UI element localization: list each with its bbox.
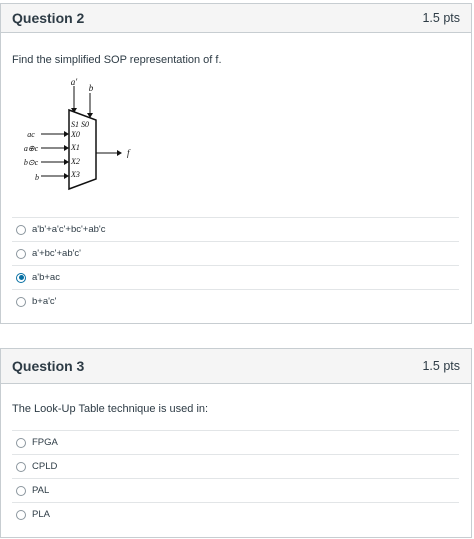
radio-checked-icon[interactable] (16, 273, 26, 283)
question-3-header (1, 349, 471, 384)
radio-unchecked-icon[interactable] (16, 462, 26, 472)
select-label-a: a' (70, 77, 78, 87)
input-label-1: a⊕c (23, 144, 39, 153)
answer-option[interactable] (12, 454, 459, 478)
answer-option[interactable] (12, 478, 459, 502)
output-label: f (127, 148, 130, 158)
question-3-title: Question 3 (12, 358, 85, 374)
output-arrow (117, 150, 122, 156)
radio-unchecked-icon[interactable] (16, 510, 26, 520)
answer-label: CPLD (32, 461, 58, 472)
radio-unchecked-icon[interactable] (16, 225, 26, 235)
question-3-answers (12, 430, 459, 526)
answer-option[interactable] (12, 241, 459, 265)
question-2-text: Find the simplified SOP representation of f. (12, 54, 222, 66)
answer-label: PAL (32, 485, 50, 496)
mux-pin-x0: X0 (71, 130, 80, 139)
answer-label: PLA (32, 509, 50, 520)
answer-label: a'+bc'+ab'c' (32, 248, 81, 259)
question-2 (0, 3, 472, 324)
mux-select-pins: S1 S0 (71, 120, 89, 129)
input-label-0: ac (27, 130, 35, 139)
question-3-text: The Look-Up Table technique is used in: (12, 403, 209, 415)
radio-unchecked-icon[interactable] (16, 297, 26, 307)
radio-unchecked-icon[interactable] (16, 438, 26, 448)
question-3-points: 1.5 pts (422, 359, 460, 373)
mux-diagram (19, 76, 139, 196)
radio-unchecked-icon[interactable] (16, 486, 26, 496)
question-2-header (1, 4, 471, 33)
answer-label: b+a'c' (32, 296, 57, 307)
answer-option[interactable] (12, 265, 459, 289)
answer-option[interactable] (12, 502, 459, 526)
mux-pin-x3: X3 (71, 170, 80, 179)
answer-label: FPGA (32, 437, 58, 448)
answer-option[interactable] (12, 289, 459, 313)
question-3 (0, 348, 472, 538)
answer-label: a'b'+a'c'+bc'+ab'c (32, 224, 106, 235)
question-2-points: 1.5 pts (422, 11, 460, 25)
mux-pin-x2: X2 (71, 157, 80, 166)
answer-option[interactable] (12, 217, 459, 241)
answer-label: a'b+ac (32, 272, 60, 283)
select-label-b: b (88, 83, 94, 93)
question-2-title: Question 2 (12, 10, 85, 26)
answer-option[interactable] (12, 430, 459, 454)
question-2-answers (12, 217, 459, 313)
input-label-2: b⊙c (23, 158, 39, 167)
radio-unchecked-icon[interactable] (16, 249, 26, 259)
input-label-3: b (35, 173, 39, 182)
mux-pin-x1: X1 (71, 143, 80, 152)
